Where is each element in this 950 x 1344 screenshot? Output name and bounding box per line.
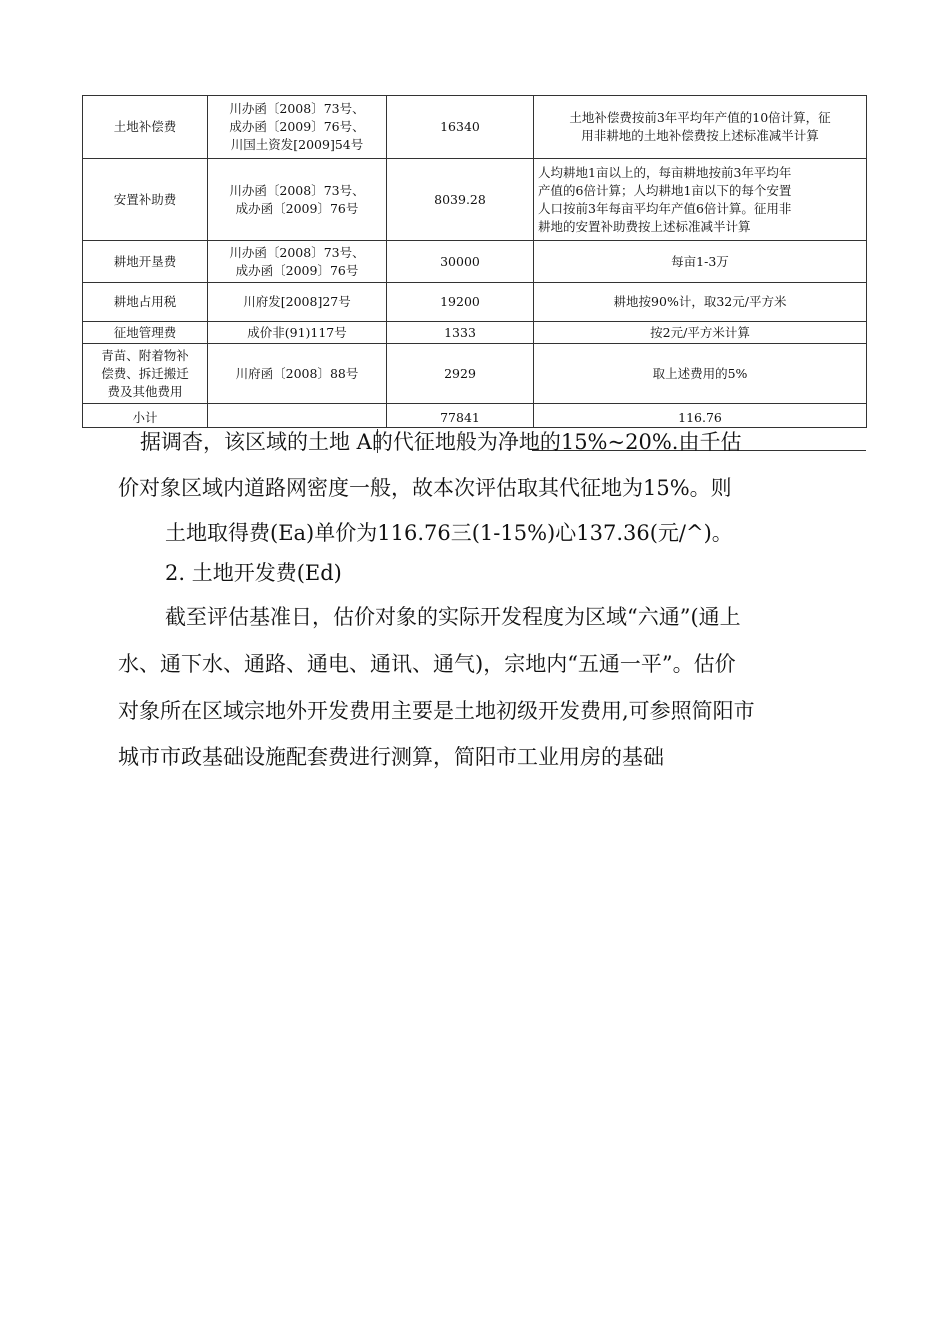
fee-amount-cell: 30000 [387,241,534,283]
fee-note-cell: 耕地按90%计，取32元/平方米 [534,283,867,322]
fee-amount-cell: 8039.28 [387,159,534,241]
fee-item-cell: 青苗、附着物补 偿费、拆迁搬迁 费及其他费用 [83,344,208,404]
fee-item-cell: 耕地开垦费 [83,241,208,283]
fee-amount-cell: 2929 [387,344,534,404]
table-row [83,96,867,159]
table-row [83,159,867,241]
fee-basis-cell: 成价非(91)117号 [208,322,387,344]
table-row [83,322,867,344]
table-row-subtotal [83,404,867,428]
table-row [83,283,867,322]
fee-amount-cell: 16340 [387,96,534,159]
fee-note-cell: 取上述费用的5% [534,344,867,404]
body-paragraph: 截至评估基准日，估价对象的实际开发程度为区域“六通”(通上 [165,605,741,629]
fee-item-cell: 耕地占用税 [83,283,208,322]
fee-note-cell: 按2元/平方米计算 [534,322,867,344]
land-fee-table [82,95,867,428]
fee-item-cell: 土地补偿费 [83,96,208,159]
fee-amount-cell: 1333 [387,322,534,344]
body-paragraph: 价对象区域内道路网密度一般，故本次评估取其代征地为15%。则 [118,476,732,500]
fee-note-cell: 116.76 [534,404,867,428]
body-paragraph: 城市市政基础设施配套费进行测算，简阳市工业用房的基础 [118,745,664,769]
fee-amount-cell: 19200 [387,283,534,322]
fee-note-cell: 人均耕地1亩以上的，每亩耕地按前3年平均年 产值的6倍计算；人均耕地1亩以下的每个安置 人口按前3年每亩平均年产值6倍计算。征用非 耕地的安置补助费按上述标准减半计算 [534,159,867,241]
fee-note-cell: 土地补偿费按前3年平均年产值的10倍计算，征 用非耕地的土地补偿费按上述标准减半计算 [534,96,867,159]
fee-note-cell: 每亩1-3万 [534,241,867,283]
fee-basis-cell: 川办函〔2008〕73号、 成办函〔2009〕76号 [208,159,387,241]
body-paragraph: 水、通下水、通路、通电、通讯、通气)，宗地内“五通一平”。估价 [118,652,736,676]
fee-item-cell: 安置补助费 [83,159,208,241]
fee-basis-cell: 川办函〔2008〕73号、 成办函〔2009〕76号 [208,241,387,283]
body-paragraph: 对象所在区域宗地外开发费用主要是土地初级开发费用,可参照简阳市 [118,699,755,723]
fee-amount-cell: 77841 [387,404,534,428]
fee-basis-cell: 川府函〔2008〕88号 [208,344,387,404]
section-heading: 2. 土地开发费(Ed) [165,561,342,585]
body-paragraph: 据调杳，该区域的土地 A的代征地般为净地的15%~20%.由千估 [140,430,742,454]
fee-basis-cell [208,404,387,428]
table-row [83,344,867,404]
fee-basis-cell: 川府发[2008]27号 [208,283,387,322]
table-row [83,241,867,283]
fee-item-cell: 征地管理费 [83,322,208,344]
fee-basis-cell: 川办函〔2008〕73号、 成办函〔2009〕76号、 川国土资发[2009]54号 [208,96,387,159]
body-paragraph: 土地取得费(Ea)单价为116.76三(1-15%)心137.36(元/^)。 [165,521,733,545]
fee-item-cell: 小计 [83,404,208,428]
